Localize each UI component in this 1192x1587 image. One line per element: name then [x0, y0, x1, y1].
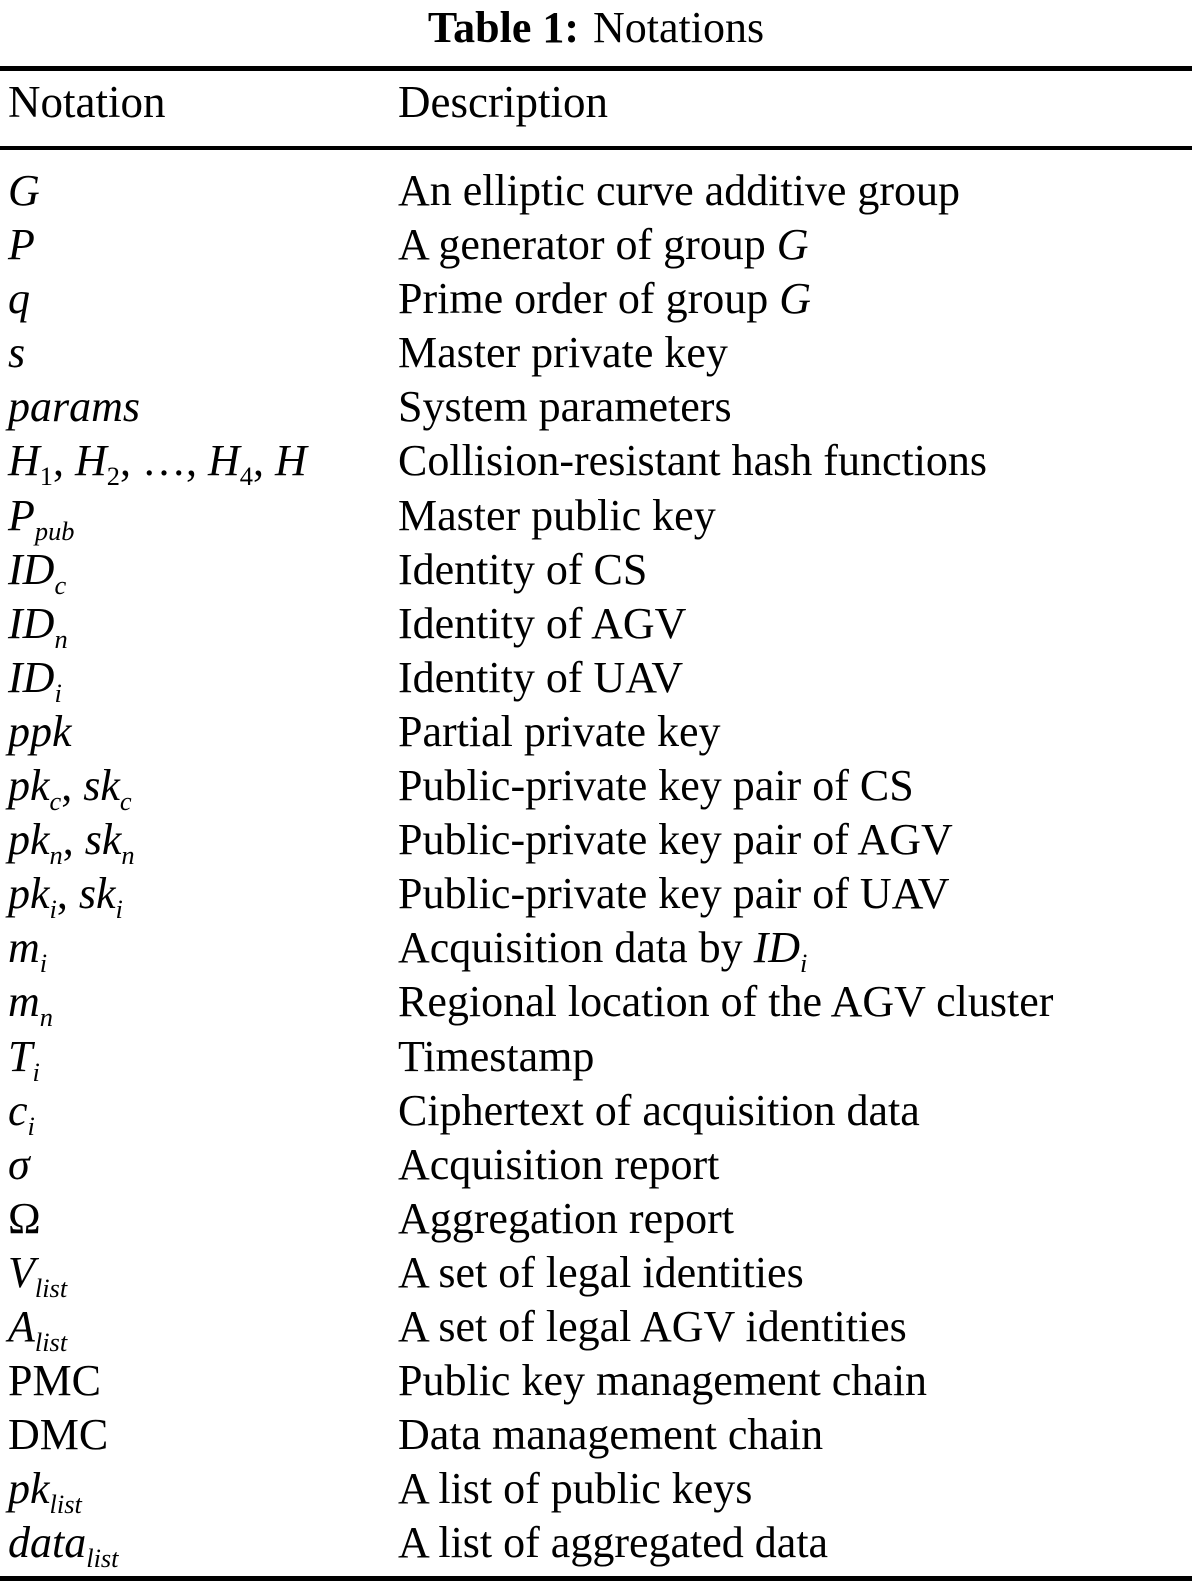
table-row — [0, 651, 1192, 708]
description-cell — [398, 434, 987, 488]
description-cell — [398, 1516, 828, 1570]
table-row — [0, 326, 1192, 380]
description-cell — [398, 975, 1053, 1029]
math-segment: 4 — [239, 461, 253, 492]
table-caption — [0, 2, 1192, 53]
table-rows — [0, 164, 1192, 1574]
math-segment: A list of aggregated data — [398, 1518, 829, 1568]
table-row — [0, 1462, 1192, 1520]
math-segment: list — [49, 1489, 82, 1520]
notation-cell — [8, 164, 40, 218]
table-caption-text: Notations — [593, 3, 765, 52]
math-segment: data — [8, 1518, 87, 1568]
math-segment: , — [56, 869, 79, 919]
notation-cell — [8, 1084, 35, 1141]
math-segment: ID — [8, 544, 55, 594]
math-segment: , — [52, 436, 75, 486]
math-segment: H — [8, 436, 40, 486]
description-cell — [398, 1300, 907, 1354]
math-segment: P — [8, 490, 35, 540]
description-cell — [398, 651, 683, 705]
notation-cell — [8, 759, 132, 816]
notation-cell — [8, 651, 62, 708]
description-cell — [398, 759, 914, 813]
notation-cell — [8, 326, 25, 380]
notation-cell — [8, 380, 140, 434]
table-row — [0, 1138, 1192, 1192]
math-segment: ppk — [8, 706, 72, 756]
math-segment: σ — [8, 1139, 30, 1189]
table-row — [0, 489, 1192, 546]
table-row — [0, 867, 1192, 925]
description-cell — [398, 921, 808, 979]
math-segment: , — [61, 761, 84, 811]
math-segment: pk — [8, 815, 50, 865]
math-segment: ID — [8, 598, 55, 648]
math-segment: pub — [34, 515, 75, 546]
math-segment: Master public key — [398, 490, 716, 540]
math-segment: Regional location of the AGV cluster — [398, 977, 1054, 1027]
math-segment: Public-private key pair of CS — [398, 761, 914, 811]
math-segment: i — [32, 1056, 40, 1087]
description-cell — [398, 218, 809, 272]
math-segment: Public key management chain — [398, 1356, 928, 1406]
notation-cell — [8, 597, 68, 654]
description-cell — [398, 489, 716, 543]
column-header-notation: Notation — [8, 77, 166, 127]
math-segment: pk — [8, 761, 50, 811]
math-segment: q — [8, 274, 30, 324]
math-segment: Prime order of group — [398, 274, 780, 324]
math-segment: G — [779, 274, 812, 324]
math-segment: Public-private key pair of AGV — [398, 815, 953, 865]
table-row — [0, 380, 1192, 434]
table-caption-label: Table 1: — [427, 3, 580, 52]
column-header-description: Description — [398, 77, 608, 127]
math-segment: i — [115, 894, 123, 925]
notation-cell — [8, 1408, 108, 1462]
table-row — [0, 434, 1192, 492]
description-cell — [398, 380, 732, 434]
header-rule — [0, 146, 1192, 150]
description-cell — [398, 1084, 920, 1138]
math-segment: An elliptic curve additive group — [398, 166, 961, 215]
math-segment: A generator of group — [398, 220, 777, 270]
math-segment: sk — [83, 761, 120, 811]
math-segment: A list of public keys — [398, 1464, 753, 1514]
notation-cell — [8, 867, 123, 925]
math-segment: ID — [753, 923, 801, 973]
description-cell — [398, 1462, 752, 1516]
math-segment: Aggregation report — [398, 1193, 734, 1243]
math-segment: c — [49, 785, 62, 816]
notation-cell — [8, 272, 30, 326]
notation-cell — [8, 434, 307, 492]
math-segment: n — [121, 839, 135, 870]
math-segment: i — [54, 677, 62, 708]
table-row — [0, 1408, 1192, 1462]
notation-cell — [8, 975, 53, 1033]
table-row — [0, 813, 1192, 870]
table-row — [0, 1246, 1192, 1303]
table-row — [0, 705, 1192, 759]
notation-cell — [8, 813, 135, 870]
table-row — [0, 272, 1192, 326]
table-row — [0, 1192, 1192, 1246]
description-cell — [398, 867, 950, 921]
table-row — [0, 1084, 1192, 1141]
math-segment: m — [8, 923, 40, 973]
math-segment: System parameters — [398, 382, 732, 432]
description-cell — [398, 597, 686, 651]
math-segment: A — [8, 1301, 35, 1351]
math-segment: c — [8, 1085, 28, 1135]
table-row — [0, 975, 1192, 1033]
description-cell — [398, 1138, 719, 1192]
top-rule — [0, 66, 1192, 71]
math-segment: Partial private key — [398, 706, 721, 756]
description-cell — [398, 705, 721, 759]
description-cell — [398, 1030, 594, 1084]
math-segment: Timestamp — [398, 1031, 595, 1081]
math-segment: , …, — [119, 436, 208, 486]
math-segment: list — [86, 1543, 119, 1574]
notation-cell — [8, 1462, 82, 1520]
math-segment: 1 — [39, 461, 53, 492]
notation-cell — [8, 218, 35, 272]
math-segment: 2 — [106, 461, 120, 492]
description-cell — [398, 1354, 927, 1408]
math-segment: pk — [8, 869, 50, 919]
math-segment: Master private key — [398, 328, 728, 378]
notation-cell — [8, 1246, 68, 1303]
math-segment: Ciphertext of acquisition data — [398, 1085, 920, 1135]
math-segment: Identity of UAV — [398, 652, 684, 702]
math-segment: c — [119, 785, 132, 816]
math-segment: c — [54, 569, 67, 600]
math-segment: i — [27, 1110, 35, 1141]
math-segment: i — [49, 894, 57, 925]
table-row — [0, 543, 1192, 600]
description-cell — [398, 813, 953, 867]
math-segment: H — [207, 436, 240, 486]
math-segment: G — [776, 220, 809, 270]
math-segment: list — [34, 1326, 68, 1357]
notation-cell — [8, 1354, 101, 1408]
table-row — [0, 1516, 1192, 1574]
notation-cell — [8, 705, 72, 759]
math-segment: Acquisition report — [398, 1139, 720, 1189]
math-segment: A set of legal identities — [398, 1247, 804, 1297]
math-segment: n — [39, 1002, 53, 1033]
bottom-rule — [0, 1576, 1192, 1581]
math-segment: H — [74, 436, 107, 486]
table-row — [0, 218, 1192, 272]
notation-cell — [8, 921, 48, 979]
description-cell — [398, 543, 647, 597]
table-row — [0, 1030, 1192, 1087]
math-segment: Ω — [8, 1193, 41, 1243]
math-segment: i — [39, 948, 48, 979]
math-segment: list — [34, 1272, 68, 1303]
math-segment: s — [8, 328, 26, 378]
math-segment: Identity of CS — [398, 544, 648, 594]
math-segment: G — [8, 166, 40, 215]
math-segment: n — [49, 839, 63, 870]
math-segment: Acquisition data by — [398, 923, 754, 973]
math-segment: Public-private key pair of UAV — [398, 869, 950, 919]
description-cell — [398, 326, 728, 380]
math-segment: sk — [84, 815, 122, 865]
table-row — [0, 759, 1192, 816]
math-segment: Identity of AGV — [398, 598, 687, 648]
notation-cell — [8, 1516, 119, 1574]
notation-cell — [8, 543, 67, 600]
math-segment: H — [274, 436, 307, 486]
math-segment: sk — [78, 869, 116, 919]
math-segment: P — [8, 220, 35, 270]
math-segment: pk — [8, 1464, 50, 1514]
math-segment: i — [800, 948, 808, 979]
math-segment: Data management chain — [398, 1410, 824, 1460]
math-segment: m — [8, 977, 40, 1027]
description-cell — [398, 164, 960, 218]
table-row — [0, 164, 1192, 218]
notation-cell — [8, 1138, 30, 1192]
description-cell — [398, 1246, 804, 1300]
math-segment: params — [8, 382, 141, 432]
table-row — [0, 921, 1192, 979]
notation-cell — [8, 489, 75, 546]
math-segment: Collision-resistant hash functions — [398, 436, 988, 486]
math-segment: ID — [8, 652, 55, 702]
math-segment: A set of legal AGV identities — [398, 1301, 907, 1351]
math-segment: PMC — [8, 1356, 101, 1406]
math-segment: , — [252, 436, 275, 486]
notation-cell — [8, 1030, 40, 1087]
math-segment: DMC — [8, 1410, 109, 1460]
math-segment: n — [54, 623, 68, 654]
table-row — [0, 1300, 1192, 1357]
description-cell — [398, 272, 811, 326]
math-segment: V — [8, 1247, 35, 1297]
table-row — [0, 597, 1192, 654]
table-row — [0, 1354, 1192, 1408]
description-cell — [398, 1408, 823, 1462]
description-cell — [398, 1192, 734, 1246]
math-segment: , — [62, 815, 85, 865]
notation-cell — [8, 1300, 68, 1357]
math-segment: T — [8, 1031, 33, 1081]
notation-cell — [8, 1192, 41, 1246]
